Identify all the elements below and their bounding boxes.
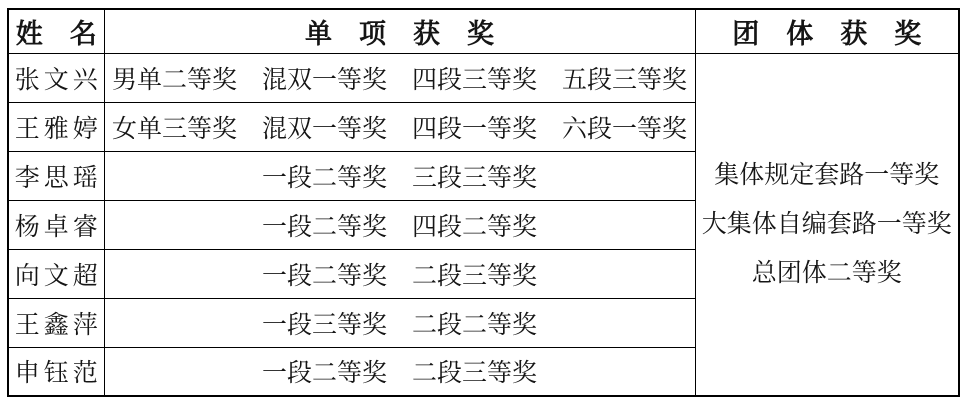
individual-awards: 男单二等奖 混双一等奖 四段三等奖 五段三等奖 bbox=[104, 53, 695, 102]
table-row bbox=[8, 53, 959, 102]
athlete-name: 王雅婷 bbox=[8, 102, 104, 151]
athlete-name: 王鑫萍 bbox=[8, 298, 104, 347]
athlete-name: 申钰范 bbox=[8, 347, 104, 396]
individual-awards: 一段二等奖 四段二等奖 bbox=[104, 200, 695, 249]
awards-table bbox=[7, 8, 960, 397]
individual-awards: 一段三等奖 二段二等奖 bbox=[104, 298, 695, 347]
athlete-name: 李思瑶 bbox=[8, 151, 104, 200]
athlete-name: 张文兴 bbox=[8, 53, 104, 102]
individual-awards: 女单三等奖 混双一等奖 四段一等奖 六段一等奖 bbox=[104, 102, 695, 151]
header-individual-awards: 单 项 获 奖 bbox=[104, 9, 695, 53]
team-awards-cell bbox=[695, 53, 959, 396]
athlete-name: 杨卓睿 bbox=[8, 200, 104, 249]
header-name: 姓 名 bbox=[8, 9, 104, 53]
team-award: 总团体二等奖 bbox=[751, 259, 902, 287]
header-team-awards: 团 体 获 奖 bbox=[695, 9, 959, 53]
team-award: 大集体自编套路一等奖 bbox=[701, 210, 952, 238]
individual-awards: 一段二等奖 二段三等奖 bbox=[104, 249, 695, 298]
individual-awards: 一段二等奖 三段三等奖 bbox=[104, 151, 695, 200]
individual-awards: 一段二等奖 二段三等奖 bbox=[104, 347, 695, 396]
athlete-name: 向文超 bbox=[8, 249, 104, 298]
team-award: 集体规定套路一等奖 bbox=[714, 161, 940, 189]
table-header-row bbox=[8, 9, 959, 53]
